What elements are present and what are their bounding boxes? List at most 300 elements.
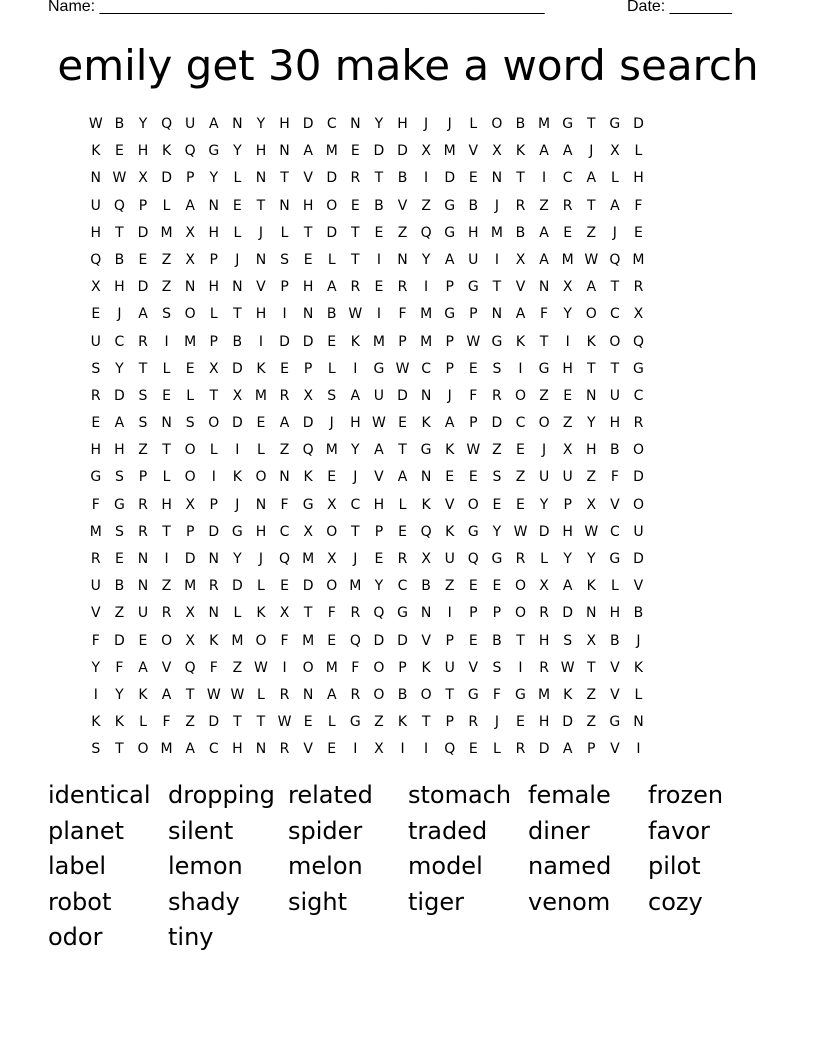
grid-letter: Y bbox=[374, 578, 384, 595]
grid-letter: E bbox=[468, 632, 478, 649]
grid-letter: M bbox=[443, 143, 456, 160]
grid-letter: D bbox=[114, 387, 125, 404]
grid-letter: J bbox=[589, 143, 594, 160]
grid-letter: X bbox=[185, 224, 195, 241]
grid-letter: W bbox=[584, 523, 599, 540]
grid-letter: R bbox=[350, 686, 361, 703]
grid-letter: F bbox=[351, 659, 360, 676]
grid-letter: Q bbox=[444, 741, 456, 758]
grid-letter: N bbox=[232, 279, 243, 296]
grid-letter: X bbox=[539, 578, 549, 595]
grid-letter: U bbox=[90, 578, 101, 595]
grid-letter: M bbox=[325, 143, 338, 160]
grid-letter: H bbox=[538, 632, 550, 649]
grid-letter: F bbox=[610, 469, 619, 486]
grid-letter: R bbox=[515, 741, 526, 758]
grid-letter: A bbox=[303, 143, 313, 160]
grid-letter: C bbox=[326, 116, 337, 132]
grid-letter: T bbox=[539, 333, 549, 350]
grid-letter: P bbox=[209, 496, 218, 513]
grid-letter: Z bbox=[421, 197, 431, 214]
grid-letter: D bbox=[114, 632, 125, 649]
grid-letter: N bbox=[491, 306, 503, 323]
grid-letter: E bbox=[374, 279, 384, 296]
grid-letter: G bbox=[467, 523, 479, 540]
grid-letter: S bbox=[492, 659, 502, 676]
grid-letter: R bbox=[515, 551, 526, 567]
grid-letter: Z bbox=[161, 578, 172, 595]
grid-letter: P bbox=[209, 251, 218, 268]
grid-letter: W bbox=[584, 251, 599, 268]
grid-letter: E bbox=[303, 251, 313, 268]
grid-letter: O bbox=[137, 741, 149, 758]
grid-letter: P bbox=[445, 279, 454, 296]
grid-letter: B bbox=[232, 333, 243, 350]
grid-letter: Z bbox=[444, 578, 455, 595]
grid-letter: H bbox=[114, 279, 125, 296]
grid-letter: Q bbox=[161, 116, 173, 132]
word-list-item: frozen bbox=[648, 781, 724, 809]
grid-letter: J bbox=[636, 632, 641, 649]
grid-letter: R bbox=[279, 686, 290, 703]
grid-letter: V bbox=[161, 659, 172, 676]
grid-letter: B bbox=[610, 632, 620, 649]
grid-letter: D bbox=[562, 714, 574, 731]
grid-letter: J bbox=[329, 415, 334, 432]
grid-letter: L bbox=[162, 197, 171, 214]
grid-letter: G bbox=[562, 116, 574, 132]
grid-letter: T bbox=[351, 251, 360, 268]
grid-letter: Y bbox=[492, 523, 502, 540]
grid-letter: X bbox=[185, 251, 195, 268]
grid-letter: S bbox=[185, 415, 195, 432]
grid-letter: L bbox=[162, 469, 171, 486]
grid-letter: G bbox=[420, 442, 432, 459]
grid-letter: D bbox=[397, 387, 408, 404]
grid-letter: Z bbox=[586, 224, 597, 241]
grid-letter: K bbox=[303, 469, 313, 486]
grid-letter: N bbox=[302, 306, 314, 323]
grid-letter: B bbox=[468, 197, 479, 214]
grid-letter: R bbox=[208, 578, 219, 595]
grid-letter: E bbox=[350, 197, 360, 214]
grid-letter: A bbox=[586, 279, 597, 296]
grid-letter: K bbox=[633, 659, 644, 676]
grid-letter: J bbox=[258, 551, 264, 567]
grid-letter: Y bbox=[209, 170, 219, 187]
grid-letter: O bbox=[373, 659, 385, 676]
grid-letter: Q bbox=[420, 224, 432, 241]
grid-letter: K bbox=[586, 578, 596, 595]
grid-letter: M bbox=[538, 686, 551, 703]
grid-letter: Z bbox=[515, 469, 526, 486]
grid-letter: D bbox=[137, 279, 149, 296]
grid-letter: W bbox=[254, 659, 268, 676]
grid-letter: F bbox=[540, 306, 549, 323]
grid-letter: E bbox=[91, 415, 101, 432]
grid-letter: B bbox=[515, 116, 526, 132]
grid-letter: U bbox=[609, 387, 620, 404]
grid-letter: M bbox=[349, 578, 362, 595]
grid-letter: O bbox=[514, 578, 526, 595]
grid-letter: V bbox=[468, 659, 479, 676]
grid-letter: P bbox=[209, 333, 218, 350]
grid-letter: A bbox=[350, 387, 361, 404]
grid-letter: Z bbox=[562, 415, 573, 432]
grid-letter: O bbox=[326, 578, 338, 595]
grid-letter: E bbox=[327, 632, 337, 649]
word-list bbox=[48, 778, 808, 956]
grid-row bbox=[84, 628, 744, 655]
grid-letter: R bbox=[138, 333, 148, 350]
grid-letter: F bbox=[634, 197, 643, 214]
grid-row bbox=[84, 383, 744, 410]
grid-letter: R bbox=[492, 387, 502, 404]
grid-letter: S bbox=[492, 469, 502, 486]
name-line: __________________________________________________ bbox=[99, 0, 545, 15]
grid-letter: I bbox=[211, 469, 216, 486]
grid-letter: A bbox=[539, 143, 549, 160]
grid-letter: P bbox=[469, 605, 478, 622]
grid-letter: R bbox=[350, 605, 361, 622]
grid-letter: G bbox=[113, 496, 125, 513]
grid-letter: H bbox=[255, 143, 267, 160]
grid-letter: E bbox=[162, 387, 171, 404]
grid-letter: E bbox=[91, 306, 101, 323]
grid-letter: W bbox=[560, 659, 575, 676]
grid-letter: E bbox=[468, 360, 478, 377]
grid-letter: N bbox=[279, 469, 290, 486]
grid-letter: X bbox=[562, 442, 573, 459]
grid-letter: U bbox=[90, 333, 101, 350]
grid-letter: T bbox=[586, 116, 596, 132]
grid-row bbox=[84, 356, 744, 383]
grid-letter: T bbox=[516, 632, 525, 649]
grid-letter: M bbox=[420, 306, 433, 323]
grid-letter: G bbox=[609, 551, 621, 567]
grid-row bbox=[84, 736, 744, 763]
grid-letter: E bbox=[398, 523, 407, 540]
grid-letter: L bbox=[610, 170, 619, 187]
grid-letter: J bbox=[235, 251, 240, 268]
grid-letter: V bbox=[303, 170, 313, 187]
word-list-item: planet bbox=[48, 816, 124, 845]
grid-letter: L bbox=[540, 551, 548, 567]
grid-letter: R bbox=[515, 197, 526, 214]
grid-letter: W bbox=[372, 415, 386, 432]
grid-letter: J bbox=[447, 116, 452, 132]
grid-letter: C bbox=[609, 523, 620, 540]
grid-letter: O bbox=[326, 523, 338, 540]
grid-row bbox=[84, 464, 744, 491]
grid-letter: Z bbox=[161, 251, 172, 268]
grid-letter: Z bbox=[586, 686, 597, 703]
grid-letter: R bbox=[539, 659, 549, 676]
grid-letter: E bbox=[280, 360, 289, 377]
grid-letter: T bbox=[421, 714, 431, 731]
grid-row bbox=[84, 600, 744, 627]
grid-letter: P bbox=[445, 632, 454, 649]
grid-letter: T bbox=[162, 442, 171, 459]
word-list-item: melon bbox=[288, 852, 363, 881]
grid-letter: W bbox=[112, 170, 127, 187]
grid-letter: O bbox=[184, 442, 196, 459]
grid-letter: A bbox=[279, 415, 290, 432]
grid-letter: D bbox=[633, 551, 644, 567]
grid-letter: X bbox=[185, 496, 195, 513]
grid-letter: H bbox=[586, 442, 597, 459]
grid-letter: X bbox=[421, 551, 431, 567]
grid-letter: M bbox=[325, 442, 338, 459]
grid-letter: X bbox=[232, 387, 243, 404]
grid-letter: H bbox=[562, 523, 573, 540]
word-list-item: model bbox=[408, 852, 483, 881]
grid-letter: B bbox=[114, 251, 125, 268]
grid-letter: R bbox=[562, 197, 573, 214]
grid-letter: Y bbox=[115, 360, 124, 377]
grid-letter: V bbox=[633, 578, 644, 595]
grid-letter: O bbox=[514, 605, 526, 622]
grid-letter: H bbox=[562, 360, 573, 377]
grid-row bbox=[84, 492, 744, 519]
grid-letter: X bbox=[586, 632, 597, 649]
grid-letter: P bbox=[398, 333, 407, 350]
grid-letter: X bbox=[185, 605, 195, 622]
grid-letter: T bbox=[610, 360, 620, 377]
grid-letter: F bbox=[209, 659, 218, 676]
grid-letter: K bbox=[563, 686, 573, 703]
grid-letter: Q bbox=[184, 143, 196, 160]
grid-letter: N bbox=[161, 415, 172, 432]
grid-letter: U bbox=[468, 251, 479, 268]
grid-letter: W bbox=[348, 306, 363, 323]
grid-letter: R bbox=[279, 387, 290, 404]
grid-letter: Y bbox=[91, 659, 101, 676]
grid-letter: L bbox=[209, 306, 218, 323]
grid-letter: A bbox=[444, 251, 455, 268]
grid-letter: G bbox=[231, 523, 243, 540]
word-list-item: identical bbox=[48, 781, 151, 809]
grid-letter: M bbox=[184, 333, 197, 350]
grid-letter: P bbox=[469, 415, 478, 432]
grid-letter: E bbox=[516, 496, 525, 513]
grid-letter: T bbox=[351, 523, 360, 540]
grid-letter: G bbox=[208, 143, 220, 160]
grid-letter: L bbox=[162, 360, 171, 377]
grid-letter: M bbox=[325, 659, 338, 676]
grid-letter: O bbox=[255, 632, 267, 649]
grid-letter: X bbox=[633, 306, 644, 323]
grid-letter: E bbox=[374, 551, 384, 567]
grid-letter: D bbox=[161, 170, 172, 187]
grid-letter: H bbox=[90, 224, 102, 241]
grid-letter: X bbox=[303, 387, 313, 404]
grid-letter: G bbox=[467, 279, 479, 296]
grid-letter: V bbox=[374, 469, 384, 486]
grid-letter: N bbox=[279, 197, 290, 214]
grid-letter: A bbox=[539, 224, 549, 241]
grid-letter: H bbox=[633, 170, 644, 187]
grid-letter: P bbox=[469, 306, 478, 323]
grid-letter: G bbox=[444, 224, 456, 241]
grid-letter: O bbox=[467, 496, 479, 513]
grid-letter: Y bbox=[586, 551, 596, 567]
grid-letter: R bbox=[90, 551, 101, 567]
word-list-item: traded bbox=[408, 816, 488, 845]
grid-letter: E bbox=[634, 224, 643, 241]
grid-letter: I bbox=[164, 551, 169, 567]
grid-letter: M bbox=[632, 251, 645, 268]
grid-letter: E bbox=[114, 551, 124, 567]
grid-letter: Q bbox=[184, 659, 196, 676]
grid-letter: E bbox=[327, 741, 337, 758]
grid-letter: V bbox=[610, 741, 620, 758]
grid-letter: Z bbox=[492, 442, 502, 459]
grid-letter: N bbox=[255, 496, 267, 513]
grid-letter: T bbox=[115, 741, 124, 758]
grid-letter: R bbox=[138, 496, 148, 513]
grid-letter: Y bbox=[563, 306, 572, 323]
grid-letter: D bbox=[562, 605, 574, 622]
grid-letter: I bbox=[282, 306, 287, 323]
grid-letter: E bbox=[492, 578, 502, 595]
grid-letter: N bbox=[137, 578, 149, 595]
grid-letter: E bbox=[185, 360, 195, 377]
grid-letter: N bbox=[137, 551, 149, 567]
grid-letter: I bbox=[542, 170, 547, 187]
grid-letter: N bbox=[208, 551, 219, 567]
grid-letter: K bbox=[515, 143, 526, 160]
grid-letter: B bbox=[633, 605, 644, 622]
grid-letter: E bbox=[516, 442, 525, 459]
grid-letter: N bbox=[255, 170, 267, 187]
grid-letter: D bbox=[633, 469, 644, 486]
grid-letter: Z bbox=[161, 279, 172, 296]
grid-row bbox=[84, 274, 744, 301]
grid-letter: Y bbox=[421, 251, 431, 268]
grid-letter: O bbox=[585, 306, 597, 323]
grid-letter: D bbox=[302, 116, 314, 132]
grid-letter: S bbox=[280, 251, 289, 268]
grid-letter: Q bbox=[349, 632, 361, 649]
grid-letter: X bbox=[185, 632, 195, 649]
grid-letter: T bbox=[209, 387, 219, 404]
grid-letter: I bbox=[518, 659, 523, 676]
grid-letter: J bbox=[353, 469, 358, 486]
grid-letter: V bbox=[515, 279, 526, 296]
grid-letter: Y bbox=[586, 415, 596, 432]
grid-letter: B bbox=[397, 170, 408, 187]
date-label: Date: bbox=[627, 0, 666, 15]
grid-letter: N bbox=[586, 387, 597, 404]
grid-letter: E bbox=[350, 143, 360, 160]
grid-letter: R bbox=[138, 523, 148, 540]
grid-letter: T bbox=[280, 170, 289, 187]
grid-letter: N bbox=[420, 605, 432, 622]
grid-letter: C bbox=[114, 333, 125, 350]
grid-letter: T bbox=[374, 170, 384, 187]
grid-letter: M bbox=[231, 632, 244, 649]
grid-letter: M bbox=[420, 333, 433, 350]
grid-letter: E bbox=[468, 578, 478, 595]
grid-letter: X bbox=[492, 143, 502, 160]
grid-letter: Q bbox=[113, 197, 125, 214]
grid-letter: D bbox=[208, 714, 220, 731]
grid-letter: L bbox=[327, 251, 336, 268]
grid-letter: S bbox=[138, 387, 148, 404]
grid-letter: T bbox=[115, 224, 124, 241]
grid-letter: T bbox=[492, 279, 502, 296]
grid-letter: R bbox=[279, 741, 290, 758]
grid-letter: G bbox=[444, 306, 456, 323]
grid-letter: R bbox=[350, 279, 361, 296]
grid-letter: X bbox=[279, 605, 290, 622]
grid-row bbox=[84, 437, 744, 464]
grid-letter: N bbox=[586, 605, 597, 622]
grid-letter: O bbox=[184, 306, 196, 323]
grid-letter: F bbox=[115, 659, 124, 676]
grid-letter: F bbox=[91, 632, 100, 649]
grid-letter: E bbox=[563, 387, 573, 404]
grid-letter: J bbox=[117, 306, 122, 323]
grid-letter: X bbox=[303, 523, 313, 540]
grid-letter: Y bbox=[374, 116, 384, 132]
grid-letter: N bbox=[633, 714, 644, 731]
grid-letter: K bbox=[256, 605, 266, 622]
grid-letter: S bbox=[114, 469, 124, 486]
grid-letter: A bbox=[515, 306, 526, 323]
grid-letter: B bbox=[397, 686, 408, 703]
grid-letter: C bbox=[397, 578, 408, 595]
grid-letter: K bbox=[209, 632, 219, 649]
grid-letter: W bbox=[395, 360, 410, 377]
grid-letter: E bbox=[114, 143, 124, 160]
grid-letter: T bbox=[138, 360, 148, 377]
grid-letter: L bbox=[492, 741, 501, 758]
grid-letter: P bbox=[445, 360, 454, 377]
grid-letter: J bbox=[612, 224, 617, 241]
grid-letter: P bbox=[445, 714, 454, 731]
grid-letter: Z bbox=[374, 714, 384, 731]
grid-letter: C bbox=[609, 306, 620, 323]
grid-letter: T bbox=[185, 686, 195, 703]
grid-letter: N bbox=[420, 387, 432, 404]
page-title: emily get 30 make a word search bbox=[57, 41, 759, 90]
grid-letter: Z bbox=[232, 659, 243, 676]
grid-letter: Z bbox=[539, 197, 549, 214]
grid-letter: U bbox=[633, 523, 644, 540]
grid-letter: U bbox=[562, 469, 573, 486]
grid-letter: V bbox=[397, 197, 408, 214]
grid-letter: G bbox=[491, 551, 503, 567]
grid-letter: E bbox=[280, 578, 289, 595]
grid-letter: I bbox=[376, 306, 381, 323]
grid-letter: T bbox=[610, 279, 620, 296]
grid-letter: T bbox=[586, 197, 596, 214]
grid-letter: T bbox=[256, 197, 266, 214]
grid-letter: I bbox=[424, 741, 429, 758]
grid-letter: O bbox=[255, 469, 267, 486]
grid-letter: E bbox=[516, 714, 525, 731]
grid-letter: W bbox=[88, 116, 103, 132]
grid-letter: R bbox=[90, 387, 101, 404]
grid-letter: I bbox=[93, 686, 98, 703]
grid-letter: D bbox=[397, 632, 408, 649]
grid-letter: B bbox=[326, 306, 337, 323]
grid-letter: J bbox=[258, 224, 264, 241]
grid-letter: G bbox=[491, 333, 503, 350]
grid-letter: E bbox=[256, 415, 266, 432]
